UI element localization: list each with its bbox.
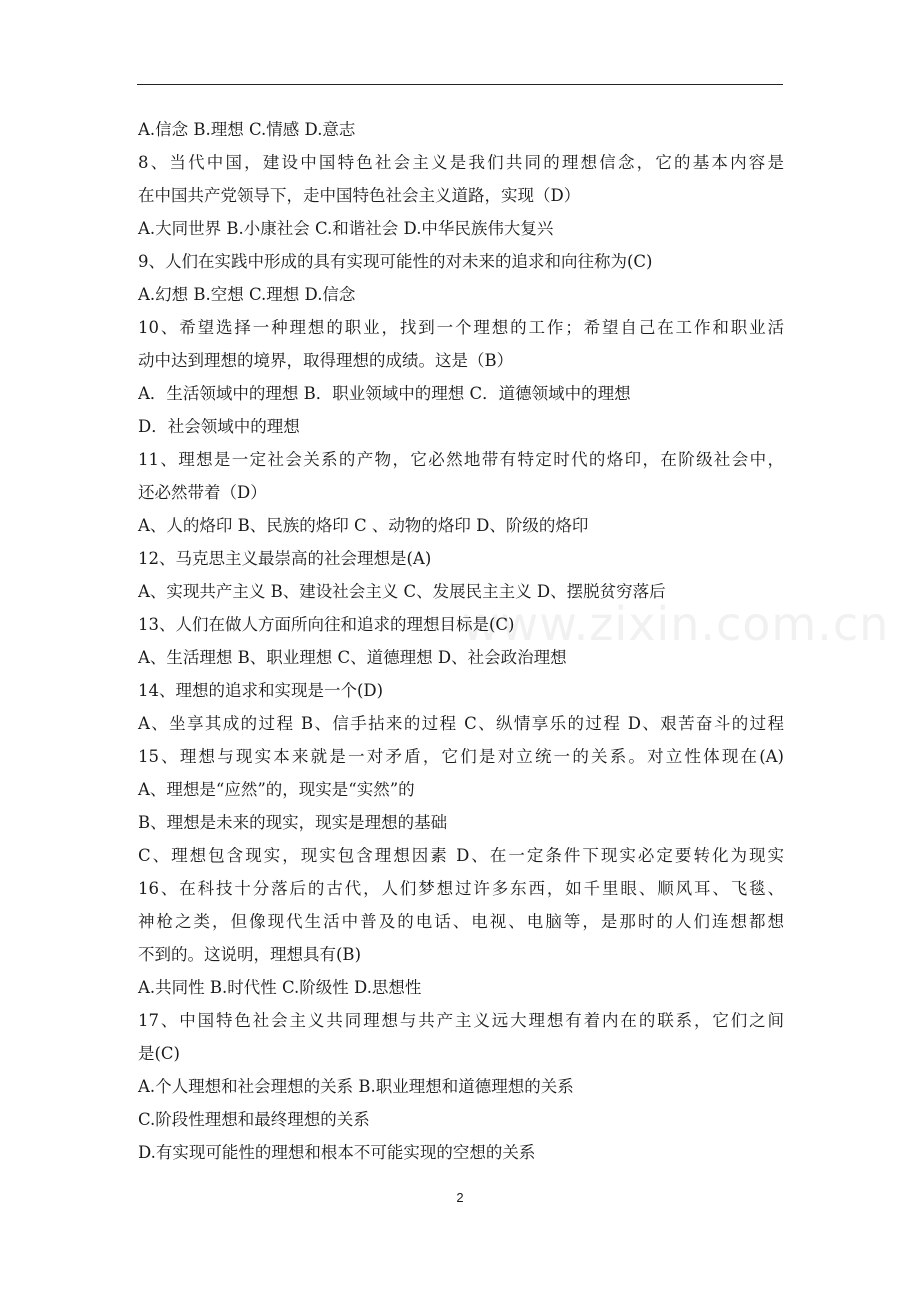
text-line: 16、在科技十分落后的古代，人们梦想过许多东西，如千里眼、顺风耳、飞毯、 — [138, 879, 784, 898]
text-line: 13、人们在做人方面所向往和追求的理想目标是(C) — [138, 615, 515, 634]
text-line: 是(C) — [138, 1044, 180, 1063]
text-line: A．生活领域中的理想 B．职业领域中的理想 C．道德领域中的理想 — [138, 384, 631, 403]
text-line: A、坐享其成的过程 B、信手拈来的过程 C、纵情享乐的过程 D、艰苦奋斗的过程 — [138, 714, 784, 733]
text-line: A、生活理想 B、职业理想 C、道德理想 D、社会政治理想 — [138, 648, 567, 667]
text-line: 动中达到理想的境界，取得理想的成绩。这是（B） — [138, 351, 514, 370]
text-line: 在中国共产党领导下，走中国特色社会主义道路，实现（D） — [138, 186, 581, 205]
text-line: A.个人理想和社会理想的关系 B.职业理想和道德理想的关系 — [138, 1077, 574, 1096]
text-line: A、人的烙印 B、民族的烙印 C 、动物的烙印 D、阶级的烙印 — [138, 516, 589, 535]
text-line: 神枪之类，但像现代生活中普及的电话、电视、电脑等，是那时的人们连想都想 — [138, 912, 784, 931]
text-line: C、理想包含现实，现实包含理想因素 D、在一定条件下现实必定要转化为现实 — [138, 846, 784, 865]
text-line: 不到的。这说明，理想具有(B) — [138, 945, 361, 964]
text-line: A.信念 B.理想 C.情感 D.意志 — [138, 120, 356, 139]
text-line: 11、理想是一定社会关系的产物，它必然地带有特定时代的烙印，在阶级社会中， — [138, 450, 784, 469]
text-line: 17、中国特色社会主义共同理想与共产主义远大理想有着内在的联系，它们之间 — [138, 1011, 784, 1030]
text-line: A、实现共产主义 B、建设社会主义 C、发展民主主义 D、摆脱贫穷落后 — [138, 582, 666, 601]
watermark: www.zixin.com.cn — [462, 597, 890, 651]
text-line: A、理想是“应然”的，现实是“实然”的 — [138, 780, 415, 799]
document-body — [138, 113, 784, 1169]
text-line: 10、希望选择一种理想的职业，找到一个理想的工作；希望自己在工作和职业活 — [138, 318, 784, 337]
text-line: D．社会领域中的理想 — [138, 417, 300, 436]
text-line: 15、理想与现实本来就是一对矛盾，它们是对立统一的关系。对立性体现在(A) — [138, 747, 784, 766]
text-line: B、理想是未来的现实，现实是理想的基础 — [138, 813, 448, 832]
text-line: A.幻想 B.空想 C.理想 D.信念 — [138, 285, 356, 304]
header-rule — [137, 84, 783, 85]
text-line: 8、当代中国，建设中国特色社会主义是我们共同的理想信念，它的基本内容是 — [138, 153, 784, 172]
text-line: 还必然带着（D） — [138, 483, 267, 502]
text-line: 9、人们在实践中形成的具有实现可能性的对未来的追求和向往称为(C) — [138, 252, 653, 271]
page-number: 2 — [456, 1190, 464, 1205]
text-line: 14、理想的追求和实现是一个(D) — [138, 681, 384, 700]
text-line: A.大同世界 B.小康社会 C.和谐社会 D.中华民族伟大复兴 — [138, 219, 554, 238]
text-line: A.共同性 B.时代性 C.阶级性 D.思想性 — [138, 978, 422, 997]
text-line: D.有实现可能性的理想和根本不可能实现的空想的关系 — [138, 1143, 536, 1162]
text-line: 12、马克思主义最崇高的社会理想是(A) — [138, 549, 432, 568]
text-line: C.阶段性理想和最终理想的关系 — [138, 1110, 370, 1129]
